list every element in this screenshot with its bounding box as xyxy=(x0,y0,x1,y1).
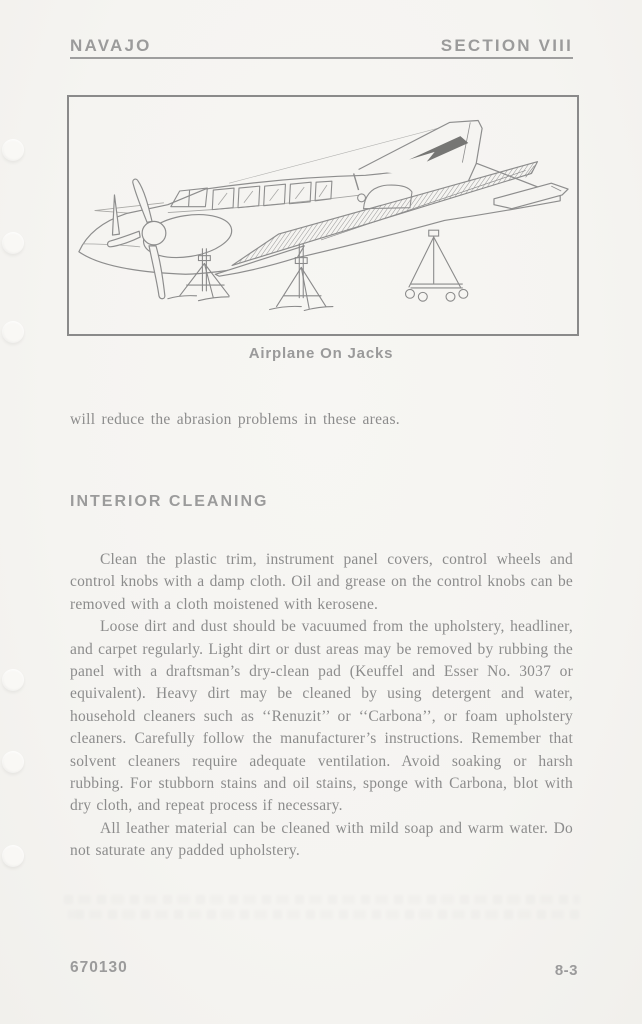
header-section-title: SECTION VIII xyxy=(440,36,573,55)
paragraph: All leather material can be cleaned with mild soap and warm water. Do not saturate any padded upholstery. xyxy=(70,819,573,860)
figure-frame xyxy=(67,95,579,336)
punch-hole xyxy=(2,669,24,691)
continuation-text: will reduce the abrasion problems in these areas. xyxy=(70,411,400,428)
section-heading: INTERIOR CLEANING xyxy=(70,493,269,510)
vertical-fin xyxy=(359,121,483,182)
paragraph: Clean the plastic trim, instrument panel covers, control wheels and control knobs with a damp cloth. Oil and grease on the control knobs can be removed with a cloth moistened with kerosene. xyxy=(70,551,573,613)
punch-hole xyxy=(2,751,24,773)
paragraph: Loose dirt and dust should be vacuumed from the upholstery, headliner, and carpet regularly. Light dirt or dust areas may be removed by rubbing the panel with a draftsman’s dry-clean pad (Keuffel and Esser No. 3037 or equivalent). Heavy dirt may be cleaned by using detergent and water, household cleaners such as ‘‘Renuzit’’ or ‘‘Carbona’’, or foam upholstery cleaners. Carefully follow the manufacturer’s instructions. Remember that solvent cleaners require adequate ventilation. Avoid soaking or harsh rubbing. For stubborn stains and oil stains, sponge with Carbona, blot with dry cloth, and repeat process if necessary. xyxy=(70,618,573,815)
punch-hole xyxy=(2,139,24,161)
punch-hole xyxy=(2,321,24,343)
footer-page-number: 8-3 xyxy=(554,962,578,979)
tail-stand xyxy=(406,230,468,301)
figure-caption: Airplane On Jacks xyxy=(248,345,394,362)
punch-hole xyxy=(2,232,24,254)
far-propeller-blade xyxy=(112,195,119,235)
punch-hole xyxy=(2,845,24,867)
body-text-block xyxy=(70,549,573,863)
header-rule xyxy=(70,57,573,59)
spinner xyxy=(142,221,166,245)
header-book-title: NAVAJO xyxy=(70,36,152,55)
page-header xyxy=(70,36,573,56)
bleed-through-artifact xyxy=(64,893,580,923)
footer-document-number: 670130 xyxy=(70,959,128,976)
airplane-illustration xyxy=(69,97,577,334)
